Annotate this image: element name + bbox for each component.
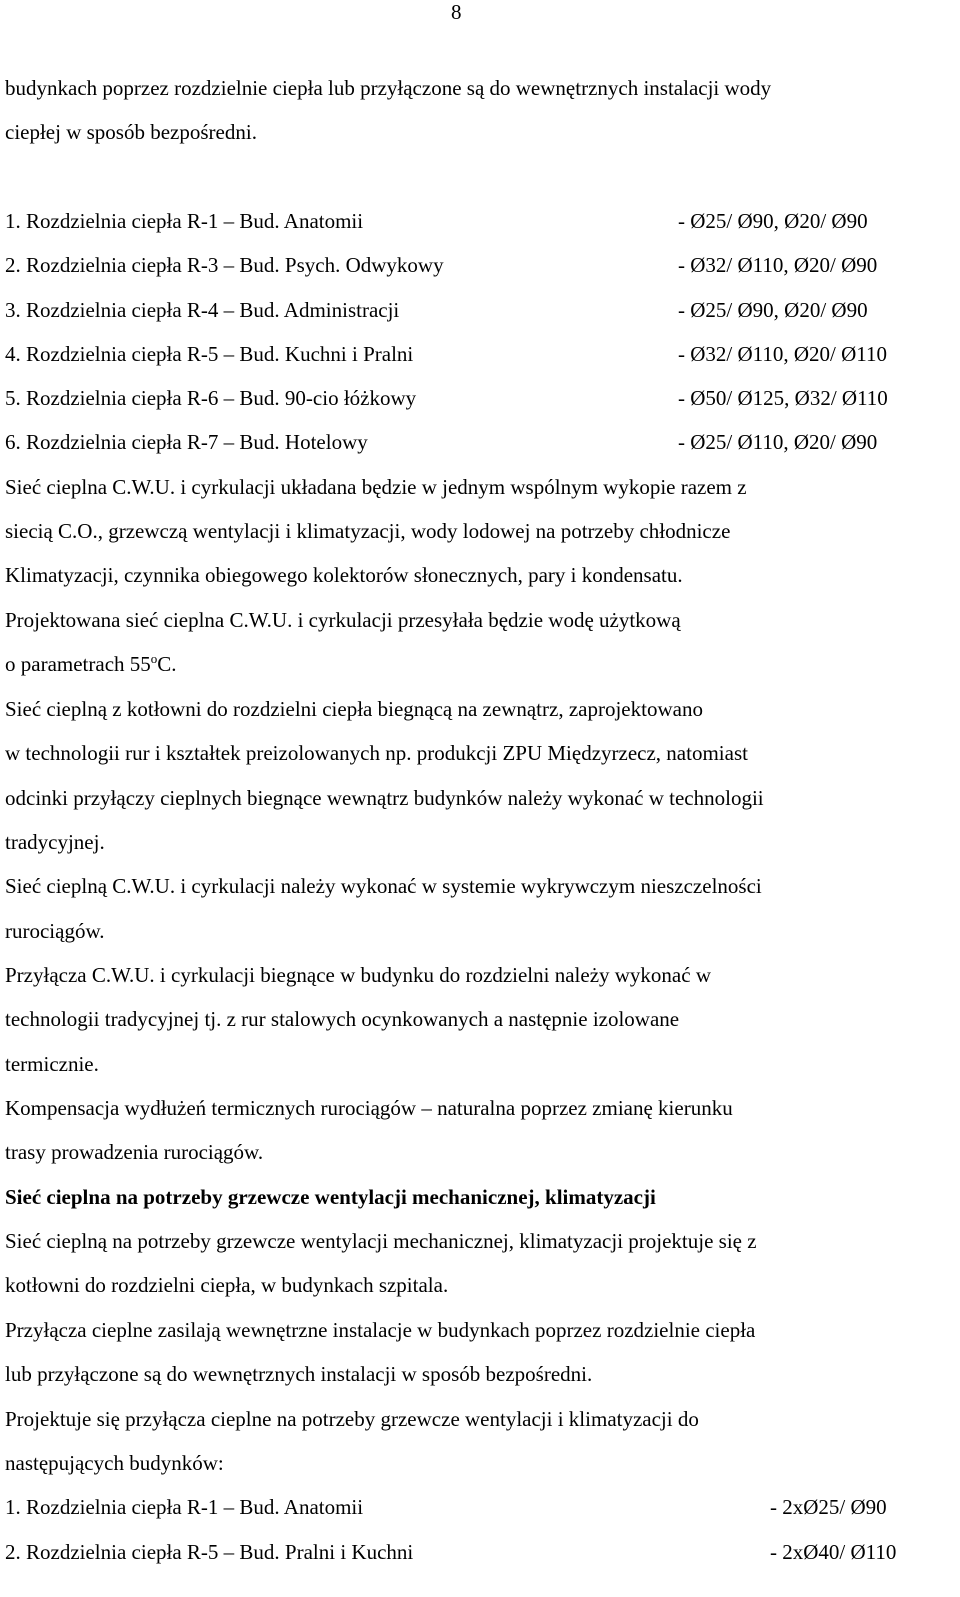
paragraph-line: Klimatyzacji, czynnika obiegowego kolektorów słonecznych, pary i kondensatu. [5, 563, 683, 587]
paragraph-line: Przyłącza cieplne zasilają wewnętrzne instalacje w budynkach poprzez rozdzielnie ciepła [5, 1318, 756, 1342]
paragraph-line: Sieć cieplna C.W.U. i cyrkulacji układana będzie w jednym wspólnym wykopie razem z [5, 475, 747, 499]
list-item-spec: - Ø25/ Ø110, Ø20/ Ø90 [678, 430, 878, 454]
paragraph-line: rurociągów. [5, 919, 105, 943]
paragraph-line: Projektuje się przyłącza cieplne na potrzeby grzewcze wentylacji i klimatyzacji do [5, 1407, 699, 1431]
list-item [5, 1493, 944, 1521]
degree-sup: o [150, 651, 158, 666]
paragraph-line: ciepłej w sposób bezpośredni. [5, 120, 257, 144]
section-heading: Sieć cieplna na potrzeby grzewcze wentylacji mechanicznej, klimatyzacji [5, 1185, 656, 1209]
paragraph-line: Kompensacja wydłużeń termicznych rurociągów – naturalna poprzez zmianę kierunku [5, 1096, 733, 1120]
list-item [5, 251, 944, 279]
list-item-spec: - 2xØ40/ Ø110 [770, 1540, 897, 1564]
list-item-spec: - Ø25/ Ø90, Ø20/ Ø90 [678, 298, 868, 322]
paragraph-line: siecią C.O., grzewczą wentylacji i klimatyzacji, wody lodowej na potrzeby chłodnicze [5, 519, 731, 543]
paragraph-line: Sieć cieplną C.W.U. i cyrkulacji należy wykonać w systemie wykrywczym nieszczelności [5, 874, 762, 898]
paragraph-line: następujących budynków: [5, 1451, 224, 1475]
list-item-name: 1. Rozdzielnia ciepła R-1 – Bud. Anatomii [5, 209, 364, 233]
list-item-spec: - Ø32/ Ø110, Ø20/ Ø110 [678, 342, 888, 366]
paragraph-line: trasy prowadzenia rurociągów. [5, 1140, 264, 1164]
list-item [5, 296, 944, 324]
list-item-name: 2. Rozdzielnia ciepła R-5 – Bud. Pralni i Kuchni [5, 1540, 414, 1564]
page-number: 8 [451, 0, 462, 24]
paragraph-line [5, 650, 177, 678]
list-item-spec: - Ø25/ Ø90, Ø20/ Ø90 [678, 209, 868, 233]
paragraph-line: odcinki przyłączy cieplnych biegnące wewnątrz budynków należy wykonać w technologii [5, 786, 764, 810]
list-item-spec: - Ø32/ Ø110, Ø20/ Ø90 [678, 253, 878, 277]
list-item-name: 4. Rozdzielnia ciepła R-5 – Bud. Kuchni i Pralni [5, 342, 414, 366]
paragraph-line: Sieć cieplną z kotłowni do rozdzielni ciepła biegnącą na zewnątrz, zaprojektowano [5, 697, 703, 721]
paragraph-line: tradycyjnej. [5, 830, 105, 854]
list-item [5, 384, 944, 412]
paragraph-line: kotłowni do rozdzielni ciepła, w budynkach szpitala. [5, 1273, 449, 1297]
param-text: o parametrach 55 [5, 652, 151, 676]
paragraph-line: Projektowana sieć cieplna C.W.U. i cyrkulacji przesyłała będzie wodę użytkową [5, 608, 681, 632]
paragraph-line: w technologii rur i kształtek preizolowanych np. produkcji ZPU Międzyrzecz, natomiast [5, 741, 748, 765]
list-item [5, 1538, 944, 1566]
list-item [5, 207, 944, 235]
list-item [5, 340, 944, 368]
paragraph-line: Sieć cieplną na potrzeby grzewcze wentylacji mechanicznej, klimatyzacji projektuje się z [5, 1229, 757, 1253]
list-item-name: 2. Rozdzielnia ciepła R-3 – Bud. Psych. Odwykowy [5, 253, 444, 277]
paragraph-line: technologii tradycyjnej tj. z rur stalowych ocynkowanych a następnie izolowane [5, 1007, 680, 1031]
paragraph-line: budynkach poprzez rozdzielnie ciepła lub przyłączone są do wewnętrznych instalacji wody [5, 76, 772, 100]
list-item-name: 1. Rozdzielnia ciepła R-1 – Bud. Anatomii [5, 1495, 364, 1519]
paragraph-line: lub przyłączone są do wewnętrznych instalacji w sposób bezpośredni. [5, 1362, 593, 1386]
list-item-name: 5. Rozdzielnia ciepła R-6 – Bud. 90-cio łóżkowy [5, 386, 417, 410]
list-item-name: 6. Rozdzielnia ciepła R-7 – Bud. Hotelowy [5, 430, 368, 454]
paragraph-line: termicznie. [5, 1052, 99, 1076]
list-item-spec: - Ø50/ Ø125, Ø32/ Ø110 [678, 386, 888, 410]
param-unit: C. [157, 652, 177, 676]
list-item-name: 3. Rozdzielnia ciepła R-4 – Bud. Administracji [5, 298, 400, 322]
list-item-spec: - 2xØ25/ Ø90 [770, 1495, 887, 1519]
paragraph-line: Przyłącza C.W.U. i cyrkulacji biegnące w budynku do rozdzielni należy wykonać w [5, 963, 711, 987]
list-item [5, 428, 944, 456]
